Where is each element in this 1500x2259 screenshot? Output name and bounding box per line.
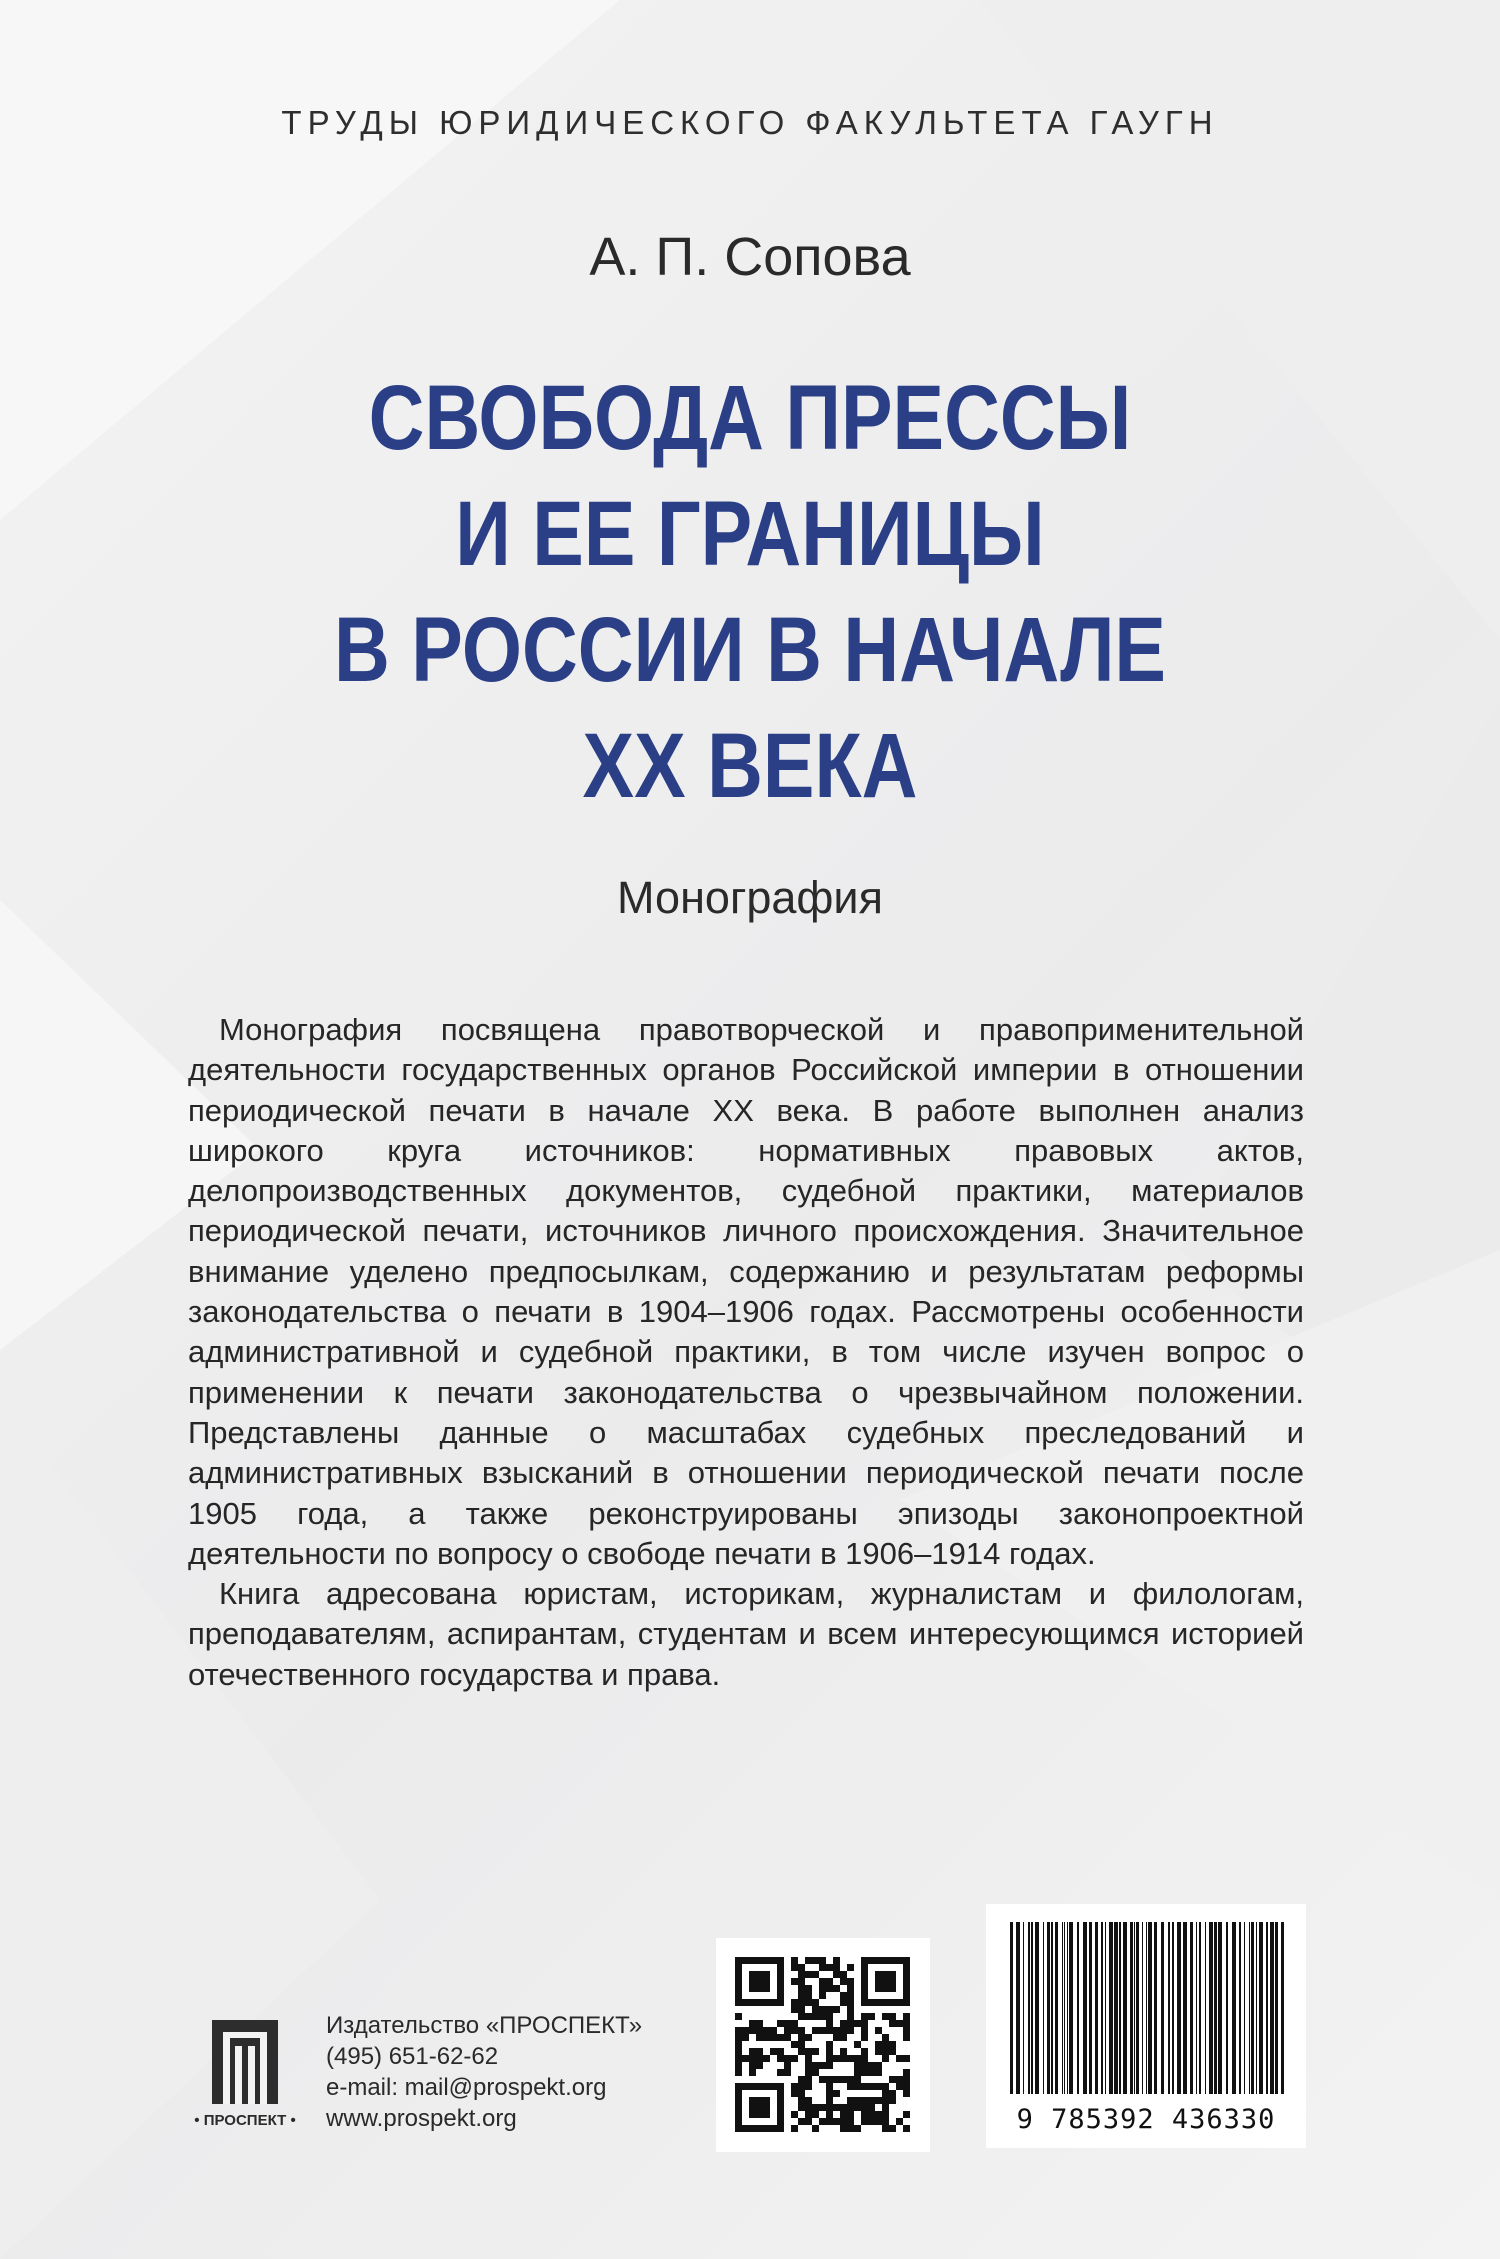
publisher-email: e-mail: mail@prospekt.org (326, 2074, 607, 2101)
title-line: И ЕЕ ГРАНИЦЫ (455, 483, 1045, 585)
author-name: А. П. Сопова (589, 227, 911, 287)
prospekt-logo (190, 2020, 300, 2135)
qr-code-icon (716, 1938, 930, 2152)
barcode-icon (986, 1904, 1306, 2148)
annotation-paragraph: Монография посвящена правотворческой и правоприменительной деятельности государственных органов Российской империи в отношении периодической печати в начале XX века. В работе выполнен анализ широкого круга источников: нормативных правовых актов, делопроизводственных документов, судебной практики, материалов периодической печати, источников личного происхождения. Значительное внимание уделено предпосылкам, содержанию и результатам реформы законодательства о печати в 1904–1906 годах. Рассмотрены особенности административной и судебной практики, в том числе изучен вопрос о применении к печати законодательства о чрезвычайном положении. Представлены данные о масштабах судебных преследований и административных взысканий в отношении периодической печати после 1905 года, а также реконструированы эпизоды законопроектной деятельности по вопросу о свободе печати в 1906–1914 годах. (188, 1012, 1304, 1571)
title-line: СВОБОДА ПРЕССЫ (368, 367, 1132, 469)
title-line: XX ВЕКА (582, 715, 918, 817)
isbn-number: 9 785392 436330 (1016, 2104, 1276, 2135)
title-line: В РОССИИ В НАЧАЛЕ (334, 599, 1166, 701)
book-title (120, 360, 1380, 824)
annotation-paragraph: Книга адресована юристам, историкам, журналистам и филологам, преподавателям, аспирантам, студентам и всем интересующимся историей отечественного государства и права. (188, 1576, 1304, 1692)
publisher-phone: (495) 651-62-62 (326, 2043, 499, 2070)
annotation (188, 1010, 1304, 1695)
series-title: ТРУДЫ ЮРИДИЧЕСКОГО ФАКУЛЬТЕТА ГАУГН (281, 104, 1219, 141)
publisher-website: www.prospekt.org (326, 2105, 517, 2132)
publisher-name: Издательство «ПРОСПЕКТ» (326, 2012, 643, 2039)
publisher-logo-text: • ПРОСПЕКТ • (194, 2112, 296, 2129)
book-genre: Монография (617, 872, 883, 923)
publisher-info (326, 2010, 642, 2134)
